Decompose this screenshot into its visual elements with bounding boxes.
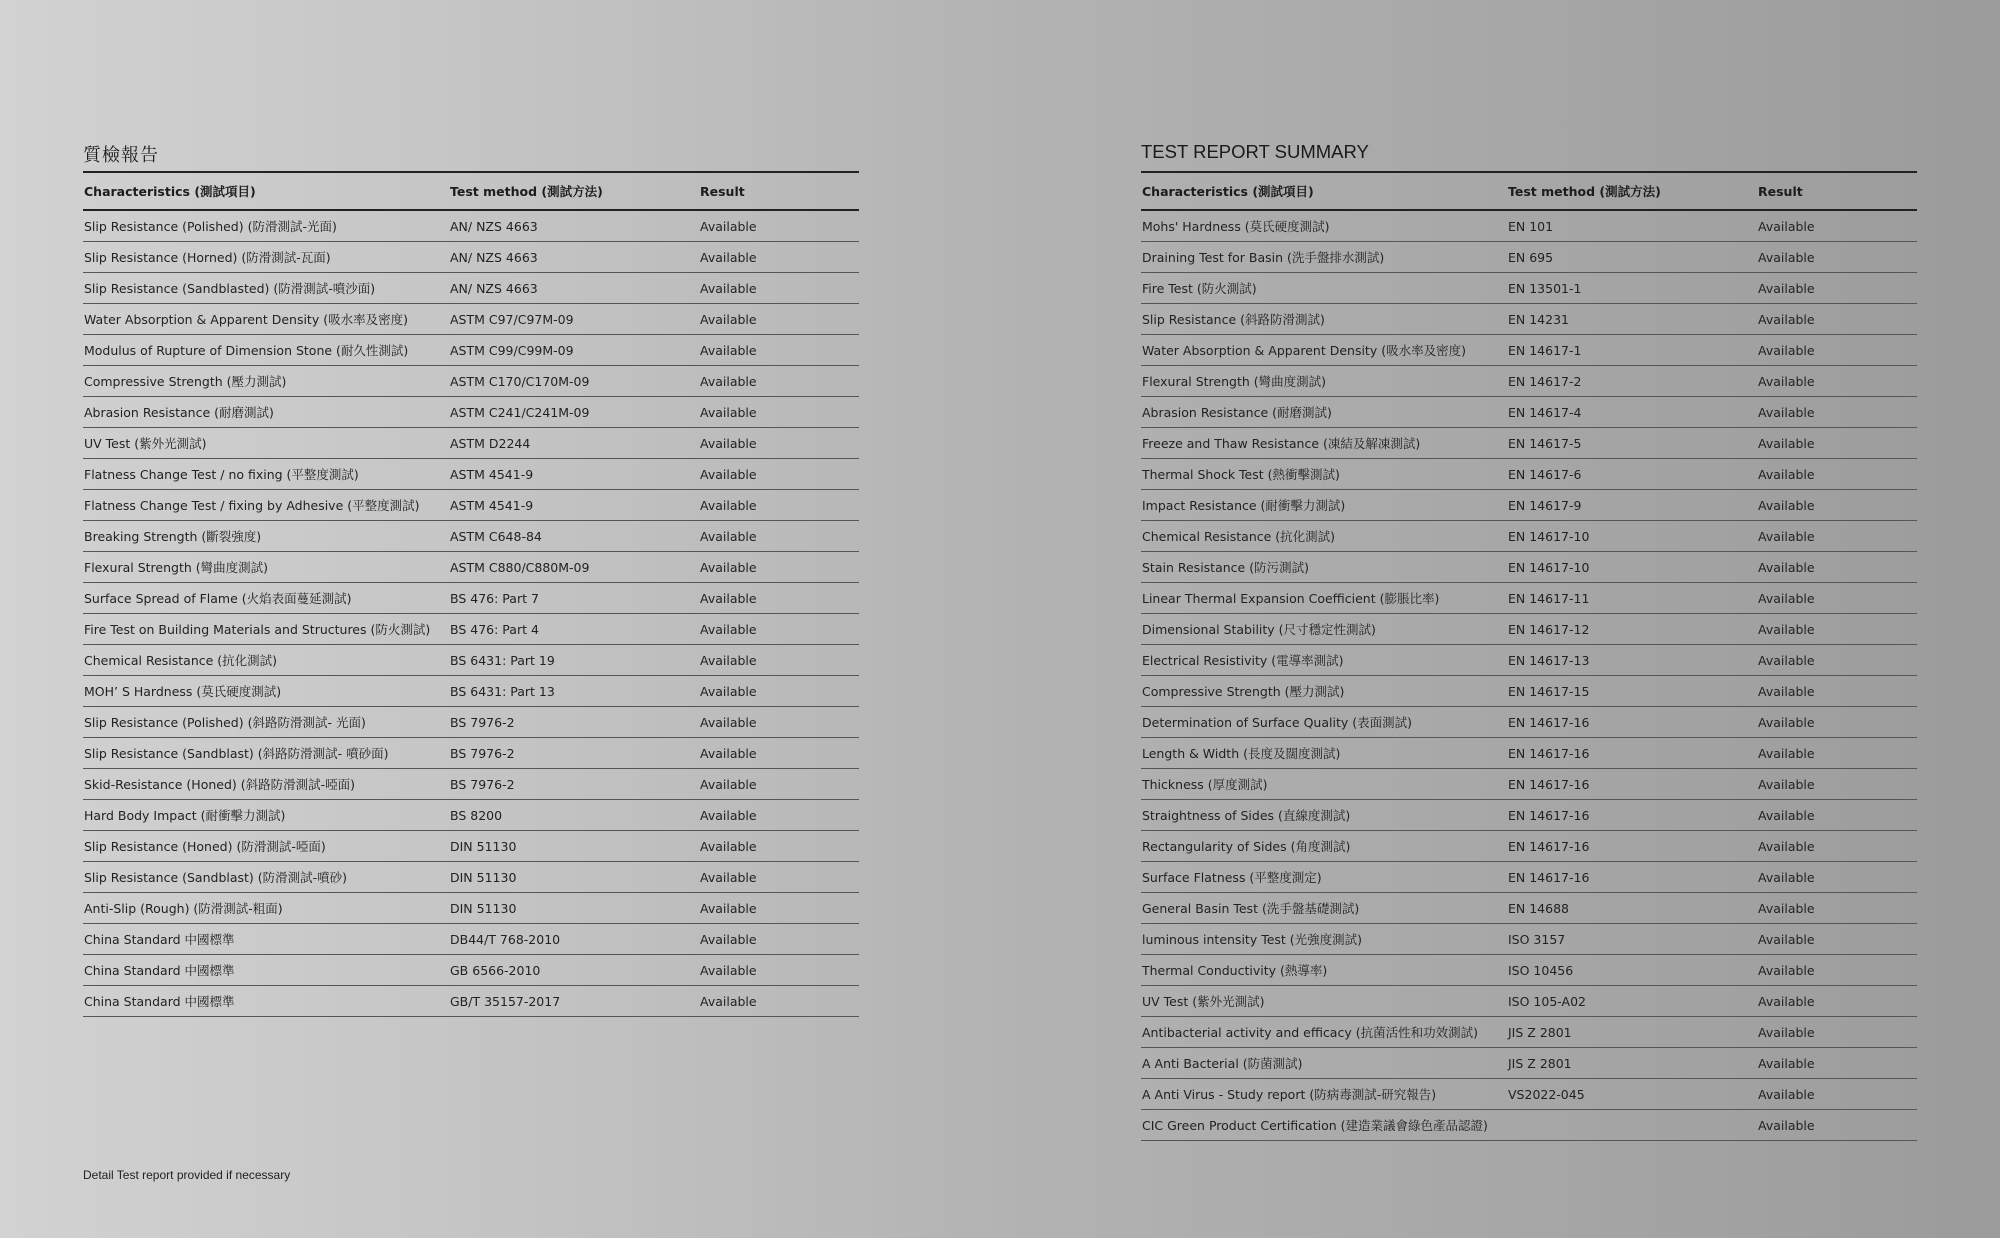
characteristic-cell: Anti-Slip (Rough) (防滑測試-粗面)	[83, 893, 449, 924]
table-row	[83, 955, 859, 986]
characteristic-cell: China Standard 中國標準	[83, 955, 449, 986]
characteristic-cell: Abrasion Resistance (耐磨測試)	[1141, 397, 1507, 428]
characteristic-cell: Dimensional Stability (尺寸穩定性測試)	[1141, 614, 1507, 645]
header-characteristics: Characteristics (測試項目)	[1141, 173, 1507, 210]
test-method-cell: BS 6431: Part 19	[449, 645, 699, 676]
result-cell: Available	[1757, 800, 1917, 831]
right-panel-title: TEST REPORT SUMMARY	[1141, 141, 1917, 173]
result-cell: Available	[699, 645, 859, 676]
table-row	[1141, 273, 1917, 304]
characteristic-cell: Chemical Resistance (抗化測試)	[83, 645, 449, 676]
result-cell: Available	[1757, 614, 1917, 645]
test-method-cell: DIN 51130	[449, 862, 699, 893]
result-cell: Available	[699, 428, 859, 459]
table-row	[83, 986, 859, 1017]
test-method-cell: EN 14617-2	[1507, 366, 1757, 397]
result-cell: Available	[699, 273, 859, 304]
result-cell: Available	[1757, 1048, 1917, 1079]
test-method-cell: EN 14617-5	[1507, 428, 1757, 459]
test-method-cell: ASTM C99/C99M-09	[449, 335, 699, 366]
characteristic-cell: Flexural Strength (彎曲度測試)	[1141, 366, 1507, 397]
test-method-cell: BS 7976-2	[449, 769, 699, 800]
characteristic-cell: Chemical Resistance (抗化測試)	[1141, 521, 1507, 552]
characteristic-cell: Stain Resistance (防污測試)	[1141, 552, 1507, 583]
table-row	[1141, 738, 1917, 769]
test-method-cell: AN/ NZS 4663	[449, 273, 699, 304]
header-result: Result	[699, 173, 859, 210]
test-method-cell: EN 14617-16	[1507, 831, 1757, 862]
table-row	[1141, 1017, 1917, 1048]
characteristic-cell: Slip Resistance (Sandblasted) (防滑測試-噴沙面)	[83, 273, 449, 304]
result-cell: Available	[699, 397, 859, 428]
characteristic-cell: Hard Body Impact (耐衝擊力測試)	[83, 800, 449, 831]
right-table-header-row	[1141, 173, 1917, 210]
table-row	[1141, 1110, 1917, 1141]
characteristic-cell: Linear Thermal Expansion Coefficient (膨脹比率)	[1141, 583, 1507, 614]
characteristic-cell: Thickness (厚度測試)	[1141, 769, 1507, 800]
test-method-cell: AN/ NZS 4663	[449, 242, 699, 273]
characteristic-cell: Compressive Strength (壓力測試)	[83, 366, 449, 397]
test-method-cell: EN 14617-12	[1507, 614, 1757, 645]
result-cell: Available	[699, 924, 859, 955]
table-row	[1141, 490, 1917, 521]
table-row	[1141, 335, 1917, 366]
table-row	[1141, 955, 1917, 986]
result-cell: Available	[1757, 1017, 1917, 1048]
result-cell: Available	[1757, 831, 1917, 862]
table-row	[83, 521, 859, 552]
result-cell: Available	[699, 676, 859, 707]
test-method-cell: EN 14617-16	[1507, 707, 1757, 738]
characteristic-cell: Water Absorption & Apparent Density (吸水率及密度)	[1141, 335, 1507, 366]
result-cell: Available	[699, 335, 859, 366]
result-cell: Available	[699, 800, 859, 831]
table-row	[1141, 769, 1917, 800]
result-cell: Available	[1757, 552, 1917, 583]
result-cell: Available	[1757, 490, 1917, 521]
characteristic-cell: Water Absorption & Apparent Density (吸水率及密度)	[83, 304, 449, 335]
test-method-cell: BS 476: Part 4	[449, 614, 699, 645]
table-row	[83, 769, 859, 800]
result-cell: Available	[699, 614, 859, 645]
result-cell: Available	[1757, 366, 1917, 397]
table-row	[83, 273, 859, 304]
characteristic-cell: Straightness of Sides (直線度測試)	[1141, 800, 1507, 831]
test-method-cell: BS 7976-2	[449, 738, 699, 769]
result-cell: Available	[699, 490, 859, 521]
table-row	[1141, 552, 1917, 583]
characteristic-cell: China Standard 中國標準	[83, 986, 449, 1017]
test-method-cell: GB/T 35157-2017	[449, 986, 699, 1017]
test-method-cell: JIS Z 2801	[1507, 1048, 1757, 1079]
characteristic-cell: Slip Resistance (Honed) (防滑測試-啞面)	[83, 831, 449, 862]
characteristic-cell: Fire Test on Building Materials and Structures (防火測試)	[83, 614, 449, 645]
result-cell: Available	[699, 831, 859, 862]
table-row	[83, 242, 859, 273]
result-cell: Available	[699, 707, 859, 738]
table-row	[1141, 893, 1917, 924]
result-cell: Available	[699, 242, 859, 273]
left-table-header-row	[83, 173, 859, 210]
table-row	[1141, 459, 1917, 490]
test-method-cell: ISO 105-A02	[1507, 986, 1757, 1017]
table-row	[1141, 366, 1917, 397]
characteristic-cell: Surface Spread of Flame (火焰表面蔓延測試)	[83, 583, 449, 614]
characteristic-cell: CIC Green Product Certification (建造業議會綠色產品認證)	[1141, 1110, 1507, 1141]
header-characteristics: Characteristics (測試項目)	[83, 173, 449, 210]
test-method-cell: EN 14617-10	[1507, 552, 1757, 583]
result-cell: Available	[699, 304, 859, 335]
header-test-method: Test method (測試方法)	[449, 173, 699, 210]
result-cell: Available	[699, 552, 859, 583]
result-cell: Available	[699, 521, 859, 552]
table-row	[83, 893, 859, 924]
table-row	[1141, 304, 1917, 335]
test-method-cell: EN 101	[1507, 210, 1757, 242]
characteristic-cell: Skid-Resistance (Honed) (斜路防滑測試-啞面)	[83, 769, 449, 800]
test-method-cell: ASTM 4541-9	[449, 490, 699, 521]
table-row	[1141, 428, 1917, 459]
table-row	[1141, 831, 1917, 862]
test-method-cell: ASTM C648-84	[449, 521, 699, 552]
left-panel-title: 質檢報告	[83, 141, 859, 173]
result-cell: Available	[1757, 242, 1917, 273]
table-row	[83, 490, 859, 521]
result-cell: Available	[699, 459, 859, 490]
table-row	[83, 800, 859, 831]
table-row	[83, 428, 859, 459]
table-row	[83, 614, 859, 645]
table-row	[83, 552, 859, 583]
result-cell: Available	[1757, 769, 1917, 800]
footnote: Detail Test report provided if necessary	[83, 1168, 291, 1182]
table-row	[83, 924, 859, 955]
table-row	[83, 831, 859, 862]
test-method-cell: EN 14617-16	[1507, 800, 1757, 831]
characteristic-cell: Modulus of Rupture of Dimension Stone (耐久性測試)	[83, 335, 449, 366]
result-cell: Available	[1757, 986, 1917, 1017]
result-cell: Available	[1757, 428, 1917, 459]
characteristic-cell: Mohs' Hardness (莫氏硬度測試)	[1141, 210, 1507, 242]
test-method-cell: ISO 10456	[1507, 955, 1757, 986]
characteristic-cell: Freeze and Thaw Resistance (凍結及解凍測試)	[1141, 428, 1507, 459]
table-row	[83, 366, 859, 397]
table-row	[1141, 1079, 1917, 1110]
test-method-cell: GB 6566-2010	[449, 955, 699, 986]
characteristic-cell: Flatness Change Test / fixing by Adhesive (平整度測試)	[83, 490, 449, 521]
table-row	[83, 459, 859, 490]
table-row	[83, 335, 859, 366]
characteristic-cell: A Anti Bacterial (防菌測試)	[1141, 1048, 1507, 1079]
table-row	[83, 583, 859, 614]
test-method-cell: EN 14617-9	[1507, 490, 1757, 521]
table-row	[1141, 1048, 1917, 1079]
test-method-cell: ASTM C241/C241M-09	[449, 397, 699, 428]
table-row	[83, 645, 859, 676]
test-method-cell: ASTM 4541-9	[449, 459, 699, 490]
table-row	[1141, 986, 1917, 1017]
characteristic-cell: Breaking Strength (斷裂強度)	[83, 521, 449, 552]
test-method-cell: ASTM C880/C880M-09	[449, 552, 699, 583]
test-method-cell: EN 14231	[1507, 304, 1757, 335]
characteristic-cell: China Standard 中國標準	[83, 924, 449, 955]
characteristic-cell: Slip Resistance (Horned) (防滑測試-瓦面)	[83, 242, 449, 273]
characteristic-cell: Electrical Resistivity (電導率測試)	[1141, 645, 1507, 676]
test-method-cell: EN 13501-1	[1507, 273, 1757, 304]
characteristic-cell: Flexural Strength (彎曲度測試)	[83, 552, 449, 583]
result-cell: Available	[699, 862, 859, 893]
right-table-body	[1141, 210, 1917, 1141]
test-method-cell: EN 14617-1	[1507, 335, 1757, 366]
right-report-panel	[1141, 141, 1917, 1141]
table-row	[1141, 210, 1917, 242]
table-row	[1141, 676, 1917, 707]
result-cell: Available	[699, 986, 859, 1017]
characteristic-cell: Fire Test (防火測試)	[1141, 273, 1507, 304]
table-row	[83, 862, 859, 893]
table-row	[83, 707, 859, 738]
result-cell: Available	[699, 366, 859, 397]
characteristic-cell: UV Test (紫外光測試)	[83, 428, 449, 459]
result-cell: Available	[1757, 304, 1917, 335]
test-method-cell	[1507, 1110, 1757, 1141]
characteristic-cell: General Basin Test (洗手盤基礎測試)	[1141, 893, 1507, 924]
result-cell: Available	[1757, 707, 1917, 738]
test-method-cell: ASTM C170/C170M-09	[449, 366, 699, 397]
table-row	[1141, 614, 1917, 645]
test-method-cell: DB44/T 768-2010	[449, 924, 699, 955]
test-method-cell: EN 14617-16	[1507, 862, 1757, 893]
characteristic-cell: Slip Resistance (Polished) (防滑測試-光面)	[83, 210, 449, 242]
test-method-cell: ISO 3157	[1507, 924, 1757, 955]
characteristic-cell: Slip Resistance (Polished) (斜路防滑測試- 光面)	[83, 707, 449, 738]
test-method-cell: EN 695	[1507, 242, 1757, 273]
result-cell: Available	[1757, 583, 1917, 614]
result-cell: Available	[699, 893, 859, 924]
characteristic-cell: Draining Test for Basin (洗手盤排水測試)	[1141, 242, 1507, 273]
characteristic-cell: Thermal Conductivity (熱導率)	[1141, 955, 1507, 986]
left-table-body	[83, 210, 859, 1017]
characteristic-cell: Thermal Shock Test (熱衝擊測試)	[1141, 459, 1507, 490]
test-method-cell: BS 6431: Part 13	[449, 676, 699, 707]
characteristic-cell: Slip Resistance (斜路防滑測試)	[1141, 304, 1507, 335]
test-method-cell: EN 14617-16	[1507, 769, 1757, 800]
characteristic-cell: Compressive Strength (壓力測試)	[1141, 676, 1507, 707]
table-row	[83, 738, 859, 769]
result-cell: Available	[1757, 273, 1917, 304]
result-cell: Available	[699, 583, 859, 614]
right-report-table	[1141, 173, 1917, 1141]
table-row	[1141, 862, 1917, 893]
test-method-cell: JIS Z 2801	[1507, 1017, 1757, 1048]
characteristic-cell: UV Test (紫外光測試)	[1141, 986, 1507, 1017]
result-cell: Available	[1757, 397, 1917, 428]
test-method-cell: EN 14688	[1507, 893, 1757, 924]
characteristic-cell: A Anti Virus - Study report (防病毒測試-研究報告)	[1141, 1079, 1507, 1110]
result-cell: Available	[1757, 862, 1917, 893]
test-method-cell: EN 14617-10	[1507, 521, 1757, 552]
test-method-cell: ASTM C97/C97M-09	[449, 304, 699, 335]
characteristic-cell: MOH’ S Hardness (莫氏硬度測試)	[83, 676, 449, 707]
table-row	[1141, 924, 1917, 955]
result-cell: Available	[1757, 738, 1917, 769]
table-row	[1141, 707, 1917, 738]
test-method-cell: EN 14617-16	[1507, 738, 1757, 769]
table-row	[1141, 521, 1917, 552]
table-row	[83, 304, 859, 335]
test-method-cell: EN 14617-6	[1507, 459, 1757, 490]
table-row	[83, 397, 859, 428]
result-cell: Available	[1757, 210, 1917, 242]
result-cell: Available	[1757, 924, 1917, 955]
result-cell: Available	[1757, 459, 1917, 490]
test-method-cell: BS 7976-2	[449, 707, 699, 738]
table-row	[1141, 397, 1917, 428]
result-cell: Available	[1757, 893, 1917, 924]
characteristic-cell: Length & Width (長度及闊度測試)	[1141, 738, 1507, 769]
characteristic-cell: Determination of Surface Quality (表面測試)	[1141, 707, 1507, 738]
test-method-cell: DIN 51130	[449, 893, 699, 924]
result-cell: Available	[699, 769, 859, 800]
result-cell: Available	[1757, 335, 1917, 366]
table-row	[1141, 645, 1917, 676]
result-cell: Available	[699, 955, 859, 986]
left-report-panel	[83, 141, 859, 1017]
left-report-table	[83, 173, 859, 1017]
test-method-cell: EN 14617-4	[1507, 397, 1757, 428]
test-method-cell: EN 14617-15	[1507, 676, 1757, 707]
characteristic-cell: Antibacterial activity and efficacy (抗菌活性和功效測試)	[1141, 1017, 1507, 1048]
characteristic-cell: Surface Flatness (平整度測定)	[1141, 862, 1507, 893]
result-cell: Available	[1757, 521, 1917, 552]
header-test-method: Test method (測試方法)	[1507, 173, 1757, 210]
result-cell: Available	[1757, 645, 1917, 676]
characteristic-cell: Slip Resistance (Sandblast) (斜路防滑測試- 噴砂面)	[83, 738, 449, 769]
test-method-cell: EN 14617-13	[1507, 645, 1757, 676]
characteristic-cell: luminous intensity Test (光強度測試)	[1141, 924, 1507, 955]
header-result: Result	[1757, 173, 1917, 210]
result-cell: Available	[1757, 955, 1917, 986]
table-row	[1141, 242, 1917, 273]
characteristic-cell: Abrasion Resistance (耐磨測試)	[83, 397, 449, 428]
test-method-cell: ASTM D2244	[449, 428, 699, 459]
test-method-cell: BS 476: Part 7	[449, 583, 699, 614]
characteristic-cell: Impact Resistance (耐衝擊力測試)	[1141, 490, 1507, 521]
test-method-cell: BS 8200	[449, 800, 699, 831]
test-method-cell: EN 14617-11	[1507, 583, 1757, 614]
table-row	[83, 210, 859, 242]
test-method-cell: AN/ NZS 4663	[449, 210, 699, 242]
test-method-cell: DIN 51130	[449, 831, 699, 862]
test-method-cell: VS2022-045	[1507, 1079, 1757, 1110]
result-cell: Available	[1757, 676, 1917, 707]
table-row	[1141, 800, 1917, 831]
result-cell: Available	[1757, 1079, 1917, 1110]
result-cell: Available	[1757, 1110, 1917, 1141]
characteristic-cell: Rectangularity of Sides (角度測試)	[1141, 831, 1507, 862]
characteristic-cell: Slip Resistance (Sandblast) (防滑測試-噴砂)	[83, 862, 449, 893]
result-cell: Available	[699, 210, 859, 242]
table-row	[1141, 583, 1917, 614]
result-cell: Available	[699, 738, 859, 769]
characteristic-cell: Flatness Change Test / no fixing (平整度測試)	[83, 459, 449, 490]
table-row	[83, 676, 859, 707]
